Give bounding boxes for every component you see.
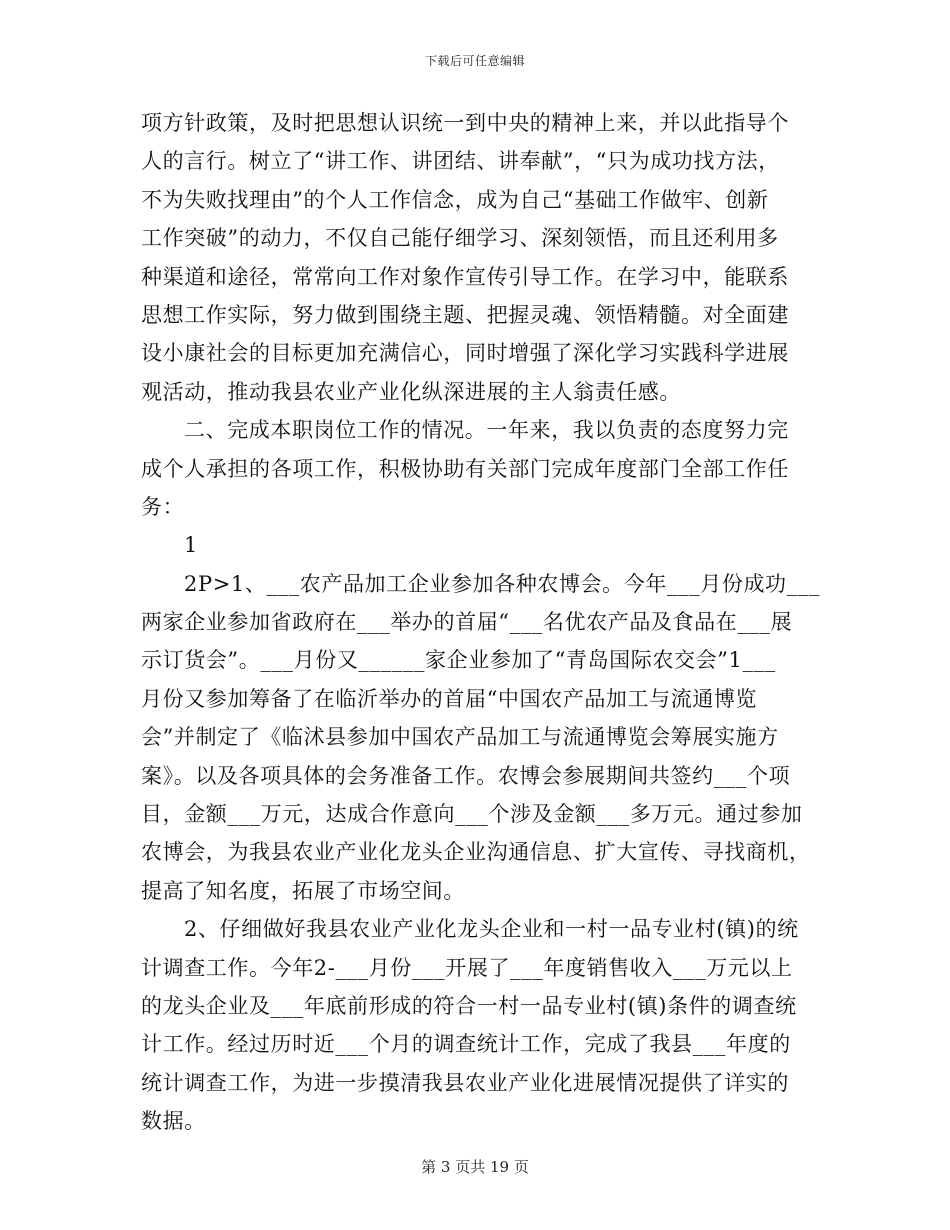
text-line: 成个人承担的各项工作，积极协助有关部门完成年度部门全部工作任: [141, 456, 789, 481]
page-number: 第 3 页共 19 页: [421, 1158, 529, 1176]
paragraph: [141, 411, 811, 526]
paragraph: [141, 910, 811, 1140]
text-line: 种渠道和途径，常常向工作对象作宣传引导工作。在学习中，能联系: [141, 264, 789, 289]
text-line: 二、完成本职岗位工作的情况。一年来，我以负责的态度努力完: [184, 418, 789, 443]
text-line: 示订货会”。___月份又______家企业参加了“青岛国际农交会”1___: [141, 648, 776, 673]
text-line: 设小康社会的目标更加充满信心，同时增强了深化学习实践科学进展: [141, 341, 789, 366]
text-line: 月份又参加筹备了在临沂举办的首届“中国农产品加工与流通博览: [141, 686, 758, 711]
page-header: 下载后可任意编辑: [424, 54, 525, 68]
text-line: 的龙头企业及___年底前形成的符合一村一品专业村(镇)条件的调查统: [141, 993, 797, 1018]
text-line: 两家企业参加省政府在___举办的首届“___名优农产品及食品在___展: [141, 610, 793, 635]
text-line: 数据。: [141, 1109, 206, 1134]
paragraph: [141, 104, 811, 411]
document-body: [141, 104, 820, 1141]
text-line: 2P>1、___农产品加工企业参加各种农博会。今年___月份成功___: [184, 571, 820, 596]
text-line: 农博会，为我县农业产业化龙头企业沟通信息、扩大宣传、寻找商机，: [141, 840, 811, 865]
text-line: 计调查工作。今年2-___月份___开展了___年度销售收入___万元以上: [141, 955, 793, 980]
text-line: 2、仔细做好我县农业产业化龙头企业和一村一品专业村(镇)的统: [184, 917, 799, 942]
text-line: 目，金额___万元，达成合作意向___个涉及金额___多万元。通过参加: [141, 802, 803, 827]
text-line: 工作突破”的动力，不仅自己能仔细学习、深刻领悟，而且还利用多: [141, 226, 779, 251]
text-line: 思想工作实际，努力做到围绕主题、把握灵魂、领悟精髓。对全面建: [141, 302, 789, 327]
text-line: 会”并制定了《临沭县参加中国农产品加工与流通博览会筹展实施方: [141, 725, 779, 750]
text-line: 案》。以及各项具体的会务准备工作。农博会参展期间共签约___个项: [141, 763, 791, 788]
text-line: 人的言行。树立了“讲工作、讲团结、讲奉献”，“只为成功找方法，: [141, 149, 780, 174]
text-line: 观活动，推动我县农业产业化纵深进展的主人翁责任感。: [141, 379, 681, 404]
text-line: 计工作。经过历时近___个月的调查统计工作，完成了我县___年度的: [141, 1032, 791, 1057]
text-line: 务：: [141, 494, 185, 519]
text-line: 不为失败找理由”的个人工作信念，成为自己“基础工作做牢、创新: [141, 187, 769, 212]
text-line: 项方针政策，及时把思想认识统一到中央的精神上来，并以此指导个: [141, 111, 789, 135]
paragraph: [141, 565, 820, 911]
text-line: 统计调查工作，为进一步摸清我县农业产业化进展情况提供了详实的: [141, 1070, 789, 1095]
text-line: 提高了知名度，拓展了市场空间。: [141, 878, 465, 903]
text-line: 1: [184, 533, 198, 558]
paragraph: [141, 526, 811, 564]
